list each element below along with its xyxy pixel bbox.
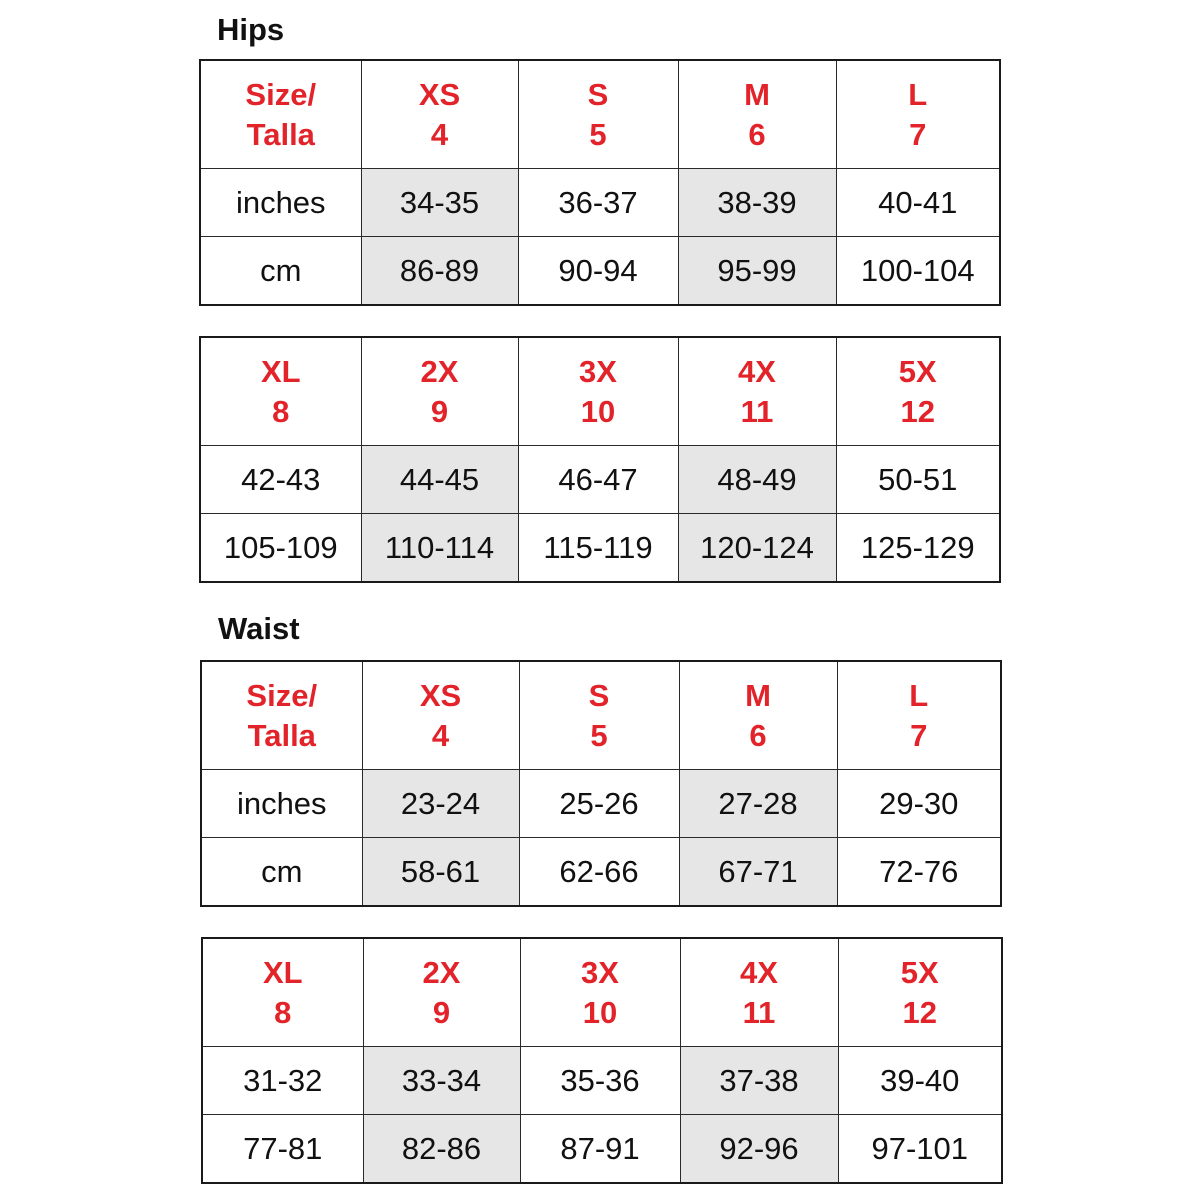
measurement-cell: 110-114: [361, 514, 518, 583]
measurement-cell: 115-119: [518, 514, 678, 583]
inches-row: [200, 446, 1000, 514]
size-label-cell: Size/ Talla: [200, 60, 361, 169]
measurement-cell: 33-34: [363, 1047, 520, 1115]
waist-size-table-2: [201, 937, 1003, 1184]
measurement-cell: 125-129: [836, 514, 1000, 583]
waist-title: Waist: [218, 611, 300, 646]
measurement-cell: 46-47: [518, 446, 678, 514]
table-header-row: [200, 337, 1000, 446]
size-header-cell: 2X 9: [363, 938, 520, 1047]
measurement-cell: 48-49: [678, 446, 836, 514]
cm-row: [200, 237, 1000, 306]
unit-label-cell: cm: [201, 838, 362, 907]
size-header-cell: M 6: [678, 60, 836, 169]
cm-row: [201, 838, 1001, 907]
size-header-cell: L 7: [836, 60, 1000, 169]
cm-row: [202, 1115, 1002, 1184]
size-header-cell: S 5: [518, 60, 678, 169]
measurement-cell: 38-39: [678, 169, 836, 237]
measurement-cell: 27-28: [679, 770, 837, 838]
size-header-cell: 2X 9: [361, 337, 518, 446]
measurement-cell: 100-104: [836, 237, 1000, 306]
measurement-cell: 40-41: [836, 169, 1000, 237]
measurement-cell: 77-81: [202, 1115, 363, 1184]
size-label-cell: Size/ Talla: [201, 661, 362, 770]
measurement-cell: 42-43: [200, 446, 361, 514]
size-header-cell: XS 4: [361, 60, 518, 169]
measurement-cell: 35-36: [520, 1047, 680, 1115]
inches-row: [200, 169, 1000, 237]
hips-title: Hips: [217, 12, 285, 47]
size-header-cell: XS 4: [362, 661, 519, 770]
size-header-cell: 3X 10: [518, 337, 678, 446]
measurement-cell: 29-30: [837, 770, 1001, 838]
size-header-cell: XL 8: [200, 337, 361, 446]
measurement-cell: 90-94: [518, 237, 678, 306]
size-header-cell: 5X 12: [838, 938, 1002, 1047]
measurement-cell: 23-24: [362, 770, 519, 838]
unit-label-cell: inches: [200, 169, 361, 237]
measurement-cell: 25-26: [519, 770, 679, 838]
measurement-cell: 37-38: [680, 1047, 838, 1115]
measurement-cell: 62-66: [519, 838, 679, 907]
measurement-cell: 105-109: [200, 514, 361, 583]
unit-label-cell: cm: [200, 237, 361, 306]
inches-row: [202, 1047, 1002, 1115]
table-header-row: [202, 938, 1002, 1047]
measurement-cell: 120-124: [678, 514, 836, 583]
measurement-cell: 72-76: [837, 838, 1001, 907]
measurement-cell: 97-101: [838, 1115, 1002, 1184]
measurement-cell: 39-40: [838, 1047, 1002, 1115]
unit-label-cell: inches: [201, 770, 362, 838]
waist-size-table-1: [200, 660, 1002, 907]
measurement-cell: 50-51: [836, 446, 1000, 514]
measurement-cell: 31-32: [202, 1047, 363, 1115]
measurement-cell: 36-37: [518, 169, 678, 237]
size-header-cell: 3X 10: [520, 938, 680, 1047]
measurement-cell: 44-45: [361, 446, 518, 514]
table-header-row: [201, 661, 1001, 770]
measurement-cell: 95-99: [678, 237, 836, 306]
measurement-cell: 87-91: [520, 1115, 680, 1184]
hips-size-table-1: [199, 59, 1001, 306]
measurement-cell: 86-89: [361, 237, 518, 306]
table-header-row: [200, 60, 1000, 169]
measurement-cell: 67-71: [679, 838, 837, 907]
size-header-cell: 5X 12: [836, 337, 1000, 446]
size-header-cell: L 7: [837, 661, 1001, 770]
measurement-cell: 34-35: [361, 169, 518, 237]
measurement-cell: 58-61: [362, 838, 519, 907]
cm-row: [200, 514, 1000, 583]
inches-row: [201, 770, 1001, 838]
size-header-cell: S 5: [519, 661, 679, 770]
size-header-cell: 4X 11: [678, 337, 836, 446]
hips-size-table-2: [199, 336, 1001, 583]
size-header-cell: 4X 11: [680, 938, 838, 1047]
size-header-cell: M 6: [679, 661, 837, 770]
measurement-cell: 82-86: [363, 1115, 520, 1184]
size-header-cell: XL 8: [202, 938, 363, 1047]
measurement-cell: 92-96: [680, 1115, 838, 1184]
